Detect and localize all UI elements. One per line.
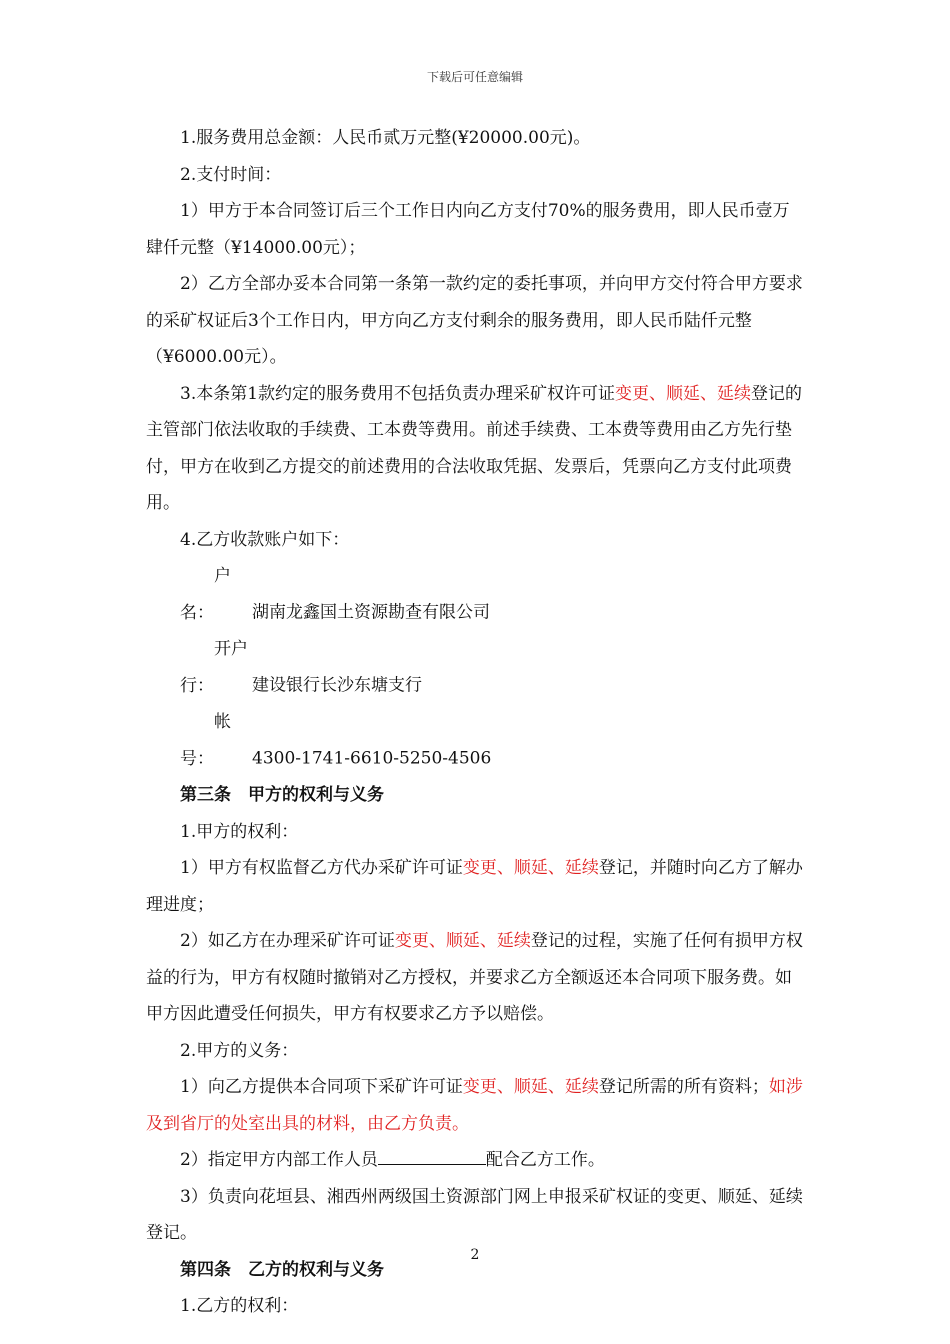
party-a-obligations-heading: 2.甲方的义务： — [180, 1040, 299, 1061]
text-segment: 2）如乙方在办理采矿许可证 — [180, 931, 395, 951]
fill-in-blank — [378, 1163, 486, 1165]
party-a-obligation-1 — [146, 1069, 806, 1142]
fee-exclusion — [146, 376, 806, 522]
text-segment: 3.本条第1款约定的服务费用不包括负责办理采矿权许可证 — [180, 383, 616, 404]
article-4-title: 第四条 乙方的权利与义务 — [180, 1259, 384, 1280]
document-body — [146, 120, 806, 1325]
account-bank-value: 建设银行长沙东塘支行 — [252, 675, 422, 696]
highlight-text: 变更、顺延、延续 — [615, 383, 752, 404]
party-a-obligation-2 — [146, 1142, 806, 1179]
account-name-value: 湖南龙鑫国土资源勘查有限公司 — [252, 602, 490, 623]
payment-time-heading: 2.支付时间： — [180, 164, 282, 185]
account-name-row — [146, 558, 806, 631]
article-3-title: 第三条 甲方的权利与义务 — [180, 785, 384, 805]
highlight-text: 如涉及到省厅的处室出具的材料，由乙方负责。 — [146, 1077, 803, 1134]
text-segment: 2）指定甲方内部工作人员 — [180, 1150, 378, 1170]
account-bank-row — [146, 631, 806, 704]
payment-second: 2）乙方全部办妥本合同第一条第一款约定的委托事项，并向甲方交付符合甲方要求的采矿权证后3个工作日内，甲方向乙方支付剩余的服务费用，即人民币陆仟元整（¥6000.00元）。 — [146, 274, 803, 367]
fee-total: 1.服务费用总金额：人民币贰万元整(¥20000.00元)。 — [180, 128, 591, 148]
page-header: 下载后可任意编辑 — [426, 70, 523, 84]
party-b-rights-heading: 1.乙方的权利： — [180, 1296, 299, 1316]
party-a-right-1 — [146, 850, 806, 923]
text-segment: 1）甲方有权监督乙方代办采矿许可证 — [180, 858, 463, 878]
party-a-rights-heading: 1.甲方的权利： — [180, 821, 299, 842]
text-segment: 配合乙方工作。 — [485, 1150, 605, 1170]
text-segment: 登记的过程，实施了任何有损甲方权益的行为，甲方有权随时撤销对乙方授权，并要求乙方全额返还本合同项下服务费。如甲方因此遭受任何损失，甲方有权要求乙方予以赔偿。 — [146, 931, 803, 1024]
highlight-text: 变更、顺延、延续 — [462, 858, 599, 878]
account-bank-label: 开户行： — [180, 639, 248, 696]
account-name-label: 户 名： — [180, 566, 248, 623]
account-number-row — [146, 704, 806, 777]
text-segment: 登记所需的所有资料； — [598, 1077, 769, 1097]
account-number-label: 帐 号： — [180, 712, 248, 769]
account-heading: 4.乙方收款账户如下： — [180, 529, 350, 550]
payment-first: 1）甲方于本合同签订后三个工作日内向乙方支付70%的服务费用，即人民币壹万肆仟元整（¥14000.00元）； — [146, 201, 790, 258]
account-number-value: 4300-1741-6610-5250-4506 — [252, 748, 492, 769]
party-a-obligation-3: 3）负责向花垣县、湘西州两级国土资源部门网上申报采矿权证的变更、顺延、延续登记。 — [146, 1186, 803, 1243]
text-segment: 1）向乙方提供本合同项下采矿许可证 — [180, 1077, 463, 1097]
highlight-text: 变更、顺延、延续 — [394, 931, 531, 951]
text-segment: 登记的主管部门依法收取的手续费、工本费等费用。前述手续费、工本费等费用由乙方先行垫付，甲方在收到乙方提交的前述费用的合法收取凭据、发票后，凭票向乙方支付此项费用。 — [146, 383, 803, 513]
text-segment: 登记，并随时向乙方了解办理进度； — [146, 858, 803, 915]
highlight-text: 变更、顺延、延续 — [462, 1077, 599, 1097]
page-number: 2 — [470, 1247, 480, 1263]
party-a-right-2 — [146, 923, 806, 1033]
